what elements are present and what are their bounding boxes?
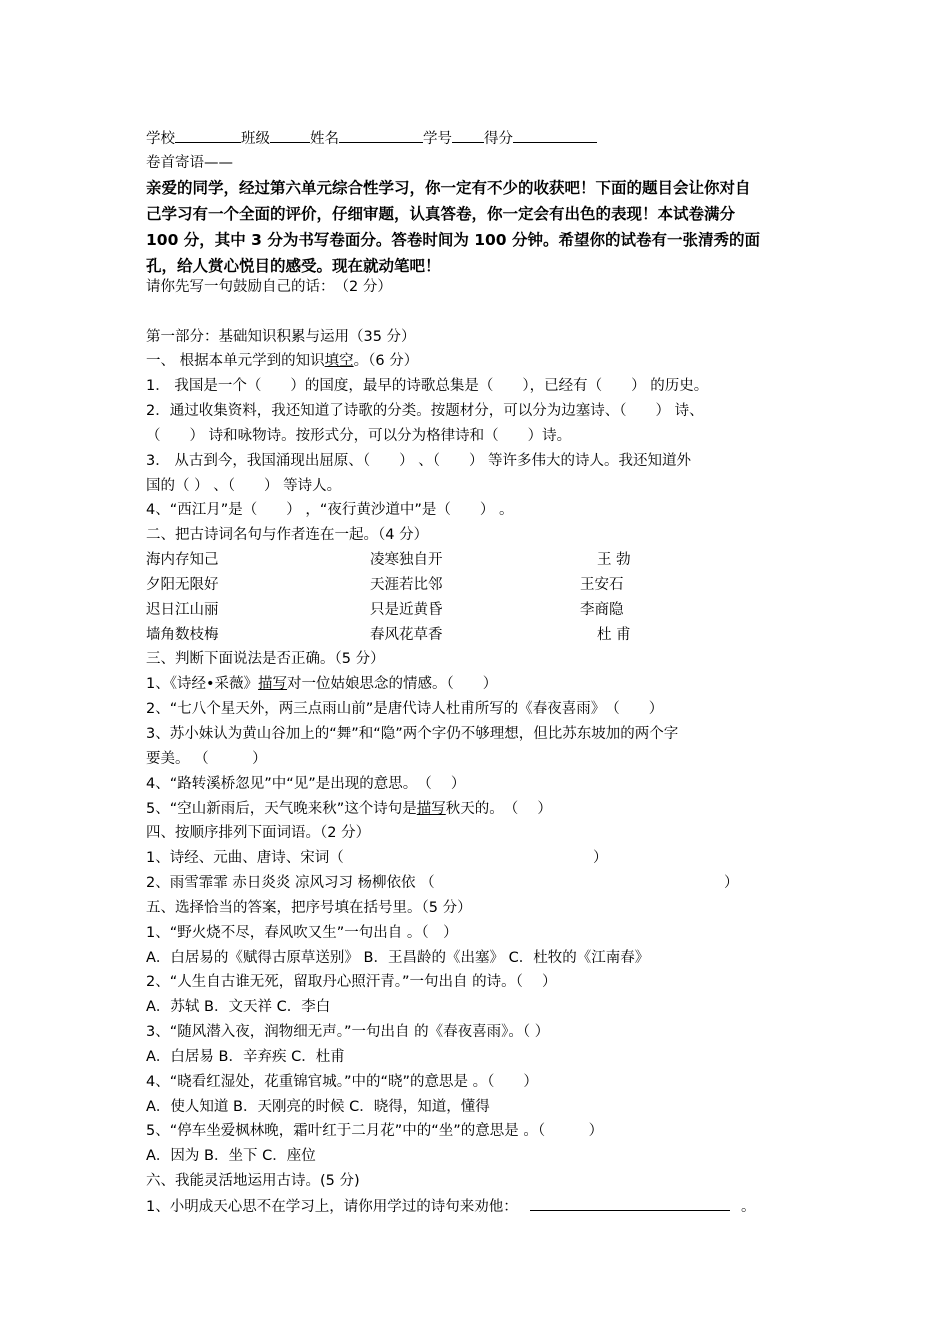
matching-line-b: 天涯若比邻 [370,577,443,593]
judge-text: 对一位姑娘思念的情感。（ ） [287,676,498,692]
matching-author: 王 勃 [597,552,631,568]
matching-line-a: 夕阳无限好 [146,577,219,593]
section3-title: 三、判断下面说法是否正确。（5 分） [146,651,385,667]
matching-author: 李商隐 [580,602,624,618]
matching-row [146,550,816,570]
matching-row [146,575,816,595]
judge-underlined: 描写 [416,801,446,817]
matching-row [146,625,816,645]
name-label: 姓名 [310,131,339,147]
order-text: 1、诗经、元曲、唐诗、宋词（ [146,850,344,866]
section1-title-pre: 一、 根据本单元学到的知识 [146,353,325,369]
class-blank[interactable] [270,128,310,143]
judge-text: 5、“空山新雨后，天气晚来秋”这个诗句是 [146,801,417,817]
number-label: 学号 [423,131,452,147]
name-blank[interactable] [339,128,423,143]
preface-title: 卷首寄语—— [146,155,233,171]
section4-title: 四、按顺序排列下面词语。（2 分） [146,825,371,841]
matching-line-a: 海内存知己 [146,552,219,568]
matching-row [146,600,816,620]
judge-question: 2、“七八个星天外，两三点雨山前”是唐代诗人杜甫所写的《春夜喜雨》 （ ） [146,701,664,717]
matching-author: 王安石 [580,577,624,593]
choice-line: 4、“晓看红湿处，花重锦官城。”中的“晓”的意思是 。（ ） [146,1074,538,1090]
judge-question [146,799,552,819]
choice-line: 2、“人生自古谁无死，留取丹心照汗青。”一句出自 的诗。（ ） [146,974,557,990]
choice-line: A．白居易的《赋得古原草送别》 B．王昌龄的《出塞》 C．杜牧的《江南春》 [146,950,650,966]
matching-line-a: 迟日江山丽 [146,602,219,618]
choice-line: A．使人知道 B．天刚亮的时候 C．晓得，知道，懂得 [146,1099,490,1115]
number-blank[interactable] [452,128,484,143]
judge-underlined: 描写 [258,676,288,692]
choice-line: 1、“野火烧不尽，春风吹又生”一句出自 。（ ） [146,925,458,941]
judge-question [146,674,497,694]
judge-question: 4、“路转溪桥忽见”中“见”是出现的意思。 （ ） [146,776,466,792]
preface-line: 孔，给人赏心悦目的感受。现在就动笔吧！ [146,257,441,275]
matching-line-b: 春风花草香 [370,627,443,643]
judge-question: 3、苏小妹认为黄山谷加上的“舞”和“隐”两个字仍不够理想，但比苏东坡加的两个字 [146,726,679,742]
choice-line: A．因为 B．坐下 C．座位 [146,1148,316,1164]
question-line: 1． 我国是一个（ ）的国度，最早的诗歌总集是（ ），已经有（ ） 的历史。 [146,378,709,394]
order-question [146,848,816,868]
judge-text: 秋天的。 （ ） [445,801,552,817]
section5-title: 五、选择恰当的答案，把序号填在括号里。（5 分） [146,900,472,916]
choice-line: A．白居易 B．辛弃疾 C．杜甫 [146,1049,345,1065]
matching-line-b: 只是近黄昏 [370,602,443,618]
choice-line: 5、“停车坐爱枫林晚，霜叶红于二月花”中的“坐”的意思是 。（ ） [146,1123,604,1139]
matching-line-a: 墙角数枝梅 [146,627,219,643]
judge-question: 要美。 （ ） [146,751,267,767]
school-blank[interactable] [175,128,241,143]
order-question [146,873,816,893]
section6-title: 六、我能灵活地运用古诗。(5 分) [146,1173,360,1189]
score-label: 得分 [484,131,513,147]
order-bracket-end: ） [724,875,739,891]
matching-author: 杜 甫 [597,627,631,643]
question-line: 2．通过收集资料，我还知道了诗歌的分类。按题材分，可以分为边塞诗、（ ） 诗、 [146,403,704,419]
class-label: 班级 [241,131,270,147]
section1-title [146,351,418,371]
section1-title-post: 。（6 分） [353,353,419,369]
section2-title: 二、把古诗词名句与作者连在一起。（4 分） [146,527,429,543]
order-text: 2、雨雪霏霏 赤日炎炎 凉风习习 杨柳依依 （ [146,875,435,891]
score-blank[interactable] [513,128,597,143]
school-label: 学校 [146,131,175,147]
question-line: 3． 从古到今，我国涌现出屈原、（ ） 、（ ） 等许多伟大的诗人。我还知道外 [146,453,692,469]
student-info-line [146,128,597,148]
apply-end: 。 [740,1199,756,1215]
apply-text: 1、小明成天心思不在学习上，请你用学过的诗句来劝他： [146,1199,518,1215]
choice-line: A．苏轼 B．文天祥 C．李白 [146,999,331,1015]
encourage-prompt: 请你先写一句鼓励自己的话： （2 分） [146,279,392,295]
apply-question [146,1196,755,1216]
preface-line: 亲爱的同学，经过第六单元综合性学习，你一定有不少的收获吧！下面的题目会让你对自 [146,179,751,197]
choice-line: 3、“随风潜入夜，润物细无声。”一句出自 的《春夜喜雨》。（ ） [146,1024,550,1040]
question-line: 4、“西江月”是（ ） ，“夜行黄沙道中”是（ ） 。 [146,502,514,518]
part1-title: 第一部分：基础知识积累与运用（35 分） [146,329,416,345]
question-line: 国的（ ） 、（ ） 等诗人。 [146,478,342,494]
matching-line-b: 凌寒独自开 [370,552,443,568]
answer-blank[interactable] [530,1196,730,1211]
section1-title-underlined: 填空 [324,353,354,369]
preface-line: 己学习有一个全面的评价，仔细审题，认真答卷，你一定会有出色的表现！本试卷满分 [146,205,736,223]
order-bracket-end: ） [593,850,608,866]
preface-line: 100 分，其中 3 分为书写卷面分。答卷时间为 100 分钟。希望你的试卷有一张清秀的面 [146,231,760,249]
judge-text: 1、《诗经•采薇》 [146,676,259,692]
question-line: （ ） 诗和咏物诗。按形式分，可以分为格律诗和（ ）诗。 [146,428,572,444]
